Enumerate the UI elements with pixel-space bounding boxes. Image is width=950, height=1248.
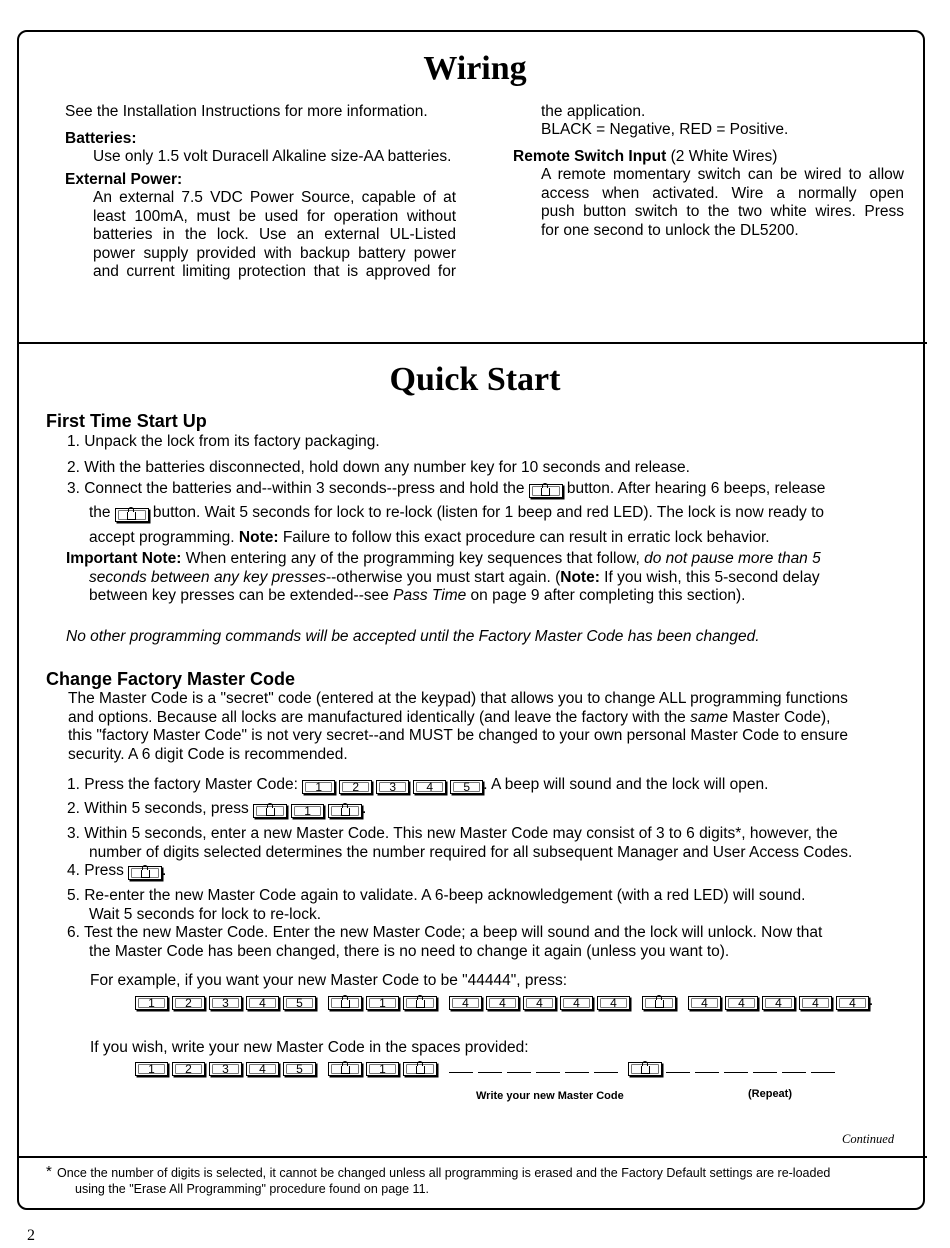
footnote-line2: using the "Erase All Programming" procedure found on page 11.: [75, 1182, 429, 1196]
key-1: 1: [366, 996, 399, 1010]
master-para-line2: and options. Because all locks are manufactured identically (and leave the factory with the same Master Code),: [68, 709, 831, 726]
key-4: 4: [762, 996, 795, 1010]
key-4: 4: [246, 1062, 279, 1076]
key-4: 4: [799, 996, 832, 1010]
lock-icon: [266, 808, 275, 816]
repeat-blank: [753, 1058, 777, 1073]
code-blank: [536, 1058, 560, 1073]
key-5: 5: [450, 780, 483, 794]
external-power-text: An external 7.5 VDC Power Source, capable of at least 100mA, must be used for operation without batteries in the lock. Use an external UL-Listed power supply provided with backup battery power and current limiting protection that is approved for: [93, 189, 456, 280]
code-blank: [478, 1058, 502, 1073]
master-step-5-line2: Wait 5 seconds for lock to re-lock.: [89, 906, 322, 923]
first-time-heading: First Time Start Up: [46, 411, 207, 431]
master-step-4: 4. Press .: [67, 862, 167, 879]
lock-key: [628, 1062, 662, 1076]
polarity-text: BLACK = Negative, RED = Positive.: [541, 121, 789, 138]
important-note-line3: between key presses can be extended--see Pass Time on page 9 after completing this section).: [89, 587, 746, 604]
first-step-2: 2. With the batteries disconnected, hold down any number key for 10 seconds and release.: [67, 459, 690, 476]
master-step-5-line1: 5. Re-enter the new Master Code again to validate. A 6-beep acknowledgement (with a red LED) will sound.: [67, 887, 806, 904]
programming-warning: No other programming commands will be accepted until the Factory Master Code has been changed.: [66, 628, 760, 645]
master-step-6-line2: the Master Code has been changed, there is no need to change it again (unless you want to).: [89, 943, 730, 960]
lock-key: [403, 1062, 437, 1076]
key-5: 5: [283, 1062, 316, 1076]
change-master-heading: Change Factory Master Code: [46, 669, 296, 689]
external-power-heading: External Power:: [65, 171, 183, 188]
lock-icon: [655, 1000, 664, 1008]
lock-icon: [416, 1000, 425, 1008]
first-step-3-line2: the button. Wait 5 seconds for lock to re-lock (listen for 1 beep and red LED). The lock is now ready to: [89, 504, 825, 521]
wiring-title: Wiring: [423, 50, 527, 87]
batteries-heading: Batteries:: [65, 130, 137, 147]
quick-start-title: Quick Start: [389, 361, 561, 398]
first-step-1: 1. Unpack the lock from its factory packaging.: [67, 433, 380, 450]
key-4: 4: [246, 996, 279, 1010]
section-divider: [17, 342, 927, 344]
key-1: 1: [135, 1062, 168, 1076]
external-power-cont: the application.: [541, 103, 646, 120]
example-text: For example, if you want your new Master Code to be "44444", press:: [90, 972, 568, 989]
first-step-3-line1: 3. Connect the batteries and--within 3 seconds--press and hold the button. After hearing 6 beeps, release: [67, 480, 826, 497]
footnote-line1: Once the number of digits is selected, it cannot be changed unless all programming is erased and the Factory Default settings are re-loaded: [57, 1166, 831, 1180]
master-step-2: 2. Within 5 seconds, press 1 .: [67, 800, 367, 818]
lock-key: [128, 866, 162, 880]
lock-key: [529, 484, 563, 498]
key-3: 3: [376, 780, 409, 794]
remote-switch-text: A remote momentary switch can be wired to allow access when activated. Wire a normally open push button switch to the two white wires. Press for one second to unlock the DL5200.: [541, 166, 904, 239]
lock-key: [328, 804, 362, 818]
repeat-blank: [695, 1058, 719, 1073]
master-step-6-line1: 6. Test the new Master Code. Enter the new Master Code; a beep will sound and the lock will unlock. Now that: [67, 924, 823, 941]
first-step-3-line3: accept programming. Note: Failure to follow this exact procedure can result in erratic lock behavior.: [89, 529, 770, 546]
lock-key: [328, 996, 362, 1010]
code-blank: [565, 1058, 589, 1073]
key-4: 4: [523, 996, 556, 1010]
master-step-1: 1. Press the factory Master Code: 1 2 3 4 5 . A beep will sound and the lock will open.: [67, 776, 769, 794]
key-4: 4: [725, 996, 758, 1010]
lock-icon: [341, 808, 350, 816]
batteries-text: Use only 1.5 volt Duracell Alkaline size-AA batteries.: [93, 148, 452, 165]
key-4: 4: [597, 996, 630, 1010]
key-2: 2: [339, 780, 372, 794]
master-step-3-line1: 3. Within 5 seconds, enter a new Master Code. This new Master Code may consist of 3 to 6 digits*, however, the: [67, 825, 838, 842]
lock-icon: [141, 870, 150, 878]
code-blank: [449, 1058, 473, 1073]
footnote-divider: [17, 1156, 927, 1158]
key-3: 3: [209, 996, 242, 1010]
key-3: 3: [209, 1062, 242, 1076]
key-4: 4: [413, 780, 446, 794]
key-4: 4: [836, 996, 869, 1010]
lock-icon: [541, 488, 550, 496]
important-note-line1: Important Note: When entering any of the programming key sequences that follow, do not pause more than 5: [66, 550, 821, 567]
lock-key: [253, 804, 287, 818]
lock-icon: [641, 1066, 650, 1074]
important-note-line2: seconds between any key presses--otherwise you must start again. (Note: If you wish, this 5-second delay: [89, 569, 820, 586]
key-1: 1: [135, 996, 168, 1010]
lock-icon: [127, 512, 136, 520]
key-4: 4: [449, 996, 482, 1010]
lock-key: [115, 508, 149, 522]
lock-icon: [341, 1066, 350, 1074]
key-4: 4: [486, 996, 519, 1010]
key-2: 2: [172, 1062, 205, 1076]
master-step-3-line2: number of digits selected determines the number required for all subsequent Manager and User Access Codes.: [89, 844, 853, 861]
wiring-intro: See the Installation Instructions for more information.: [65, 103, 428, 120]
code-blank: [594, 1058, 618, 1073]
repeat-blank: [811, 1058, 835, 1073]
page-number: 2: [27, 1227, 35, 1244]
lock-key: [328, 1062, 362, 1076]
footnote-star: *: [46, 1163, 52, 1180]
lock-key: [403, 996, 437, 1010]
lock-key: [642, 996, 676, 1010]
key-2: 2: [172, 996, 205, 1010]
key-1: 1: [366, 1062, 399, 1076]
repeat-blank: [724, 1058, 748, 1073]
write-code-text: If you wish, write your new Master Code in the spaces provided:: [90, 1039, 529, 1056]
write-code-sequence: [135, 1058, 840, 1076]
key-4: 4: [688, 996, 721, 1010]
master-para-line4: security. A 6 digit Code is recommended.: [68, 746, 348, 763]
continued-label: Continued: [842, 1132, 895, 1146]
write-code-label: Write your new Master Code: [476, 1090, 624, 1102]
key-1: 1: [302, 780, 335, 794]
repeat-blank: [782, 1058, 806, 1073]
code-blank: [507, 1058, 531, 1073]
repeat-blank: [666, 1058, 690, 1073]
repeat-label: (Repeat): [748, 1088, 793, 1100]
key-5: 5: [283, 996, 316, 1010]
master-para-line1: The Master Code is a "secret" code (entered at the keypad) that allows you to change ALL programming functions: [68, 690, 848, 707]
lock-icon: [341, 1000, 350, 1008]
remote-switch-heading: Remote Switch Input (2 White Wires): [513, 148, 778, 165]
lock-icon: [416, 1066, 425, 1074]
master-para-line3: this "factory Master Code" is not very secret--and MUST be changed to your own personal Master Code to ensure: [68, 727, 849, 744]
key-4: 4: [560, 996, 593, 1010]
example-key-sequence: 1 2 3 4 5 1 4 4 4 4 4 4 4 4 4 4 .: [135, 992, 873, 1010]
key-1: 1: [291, 804, 324, 818]
